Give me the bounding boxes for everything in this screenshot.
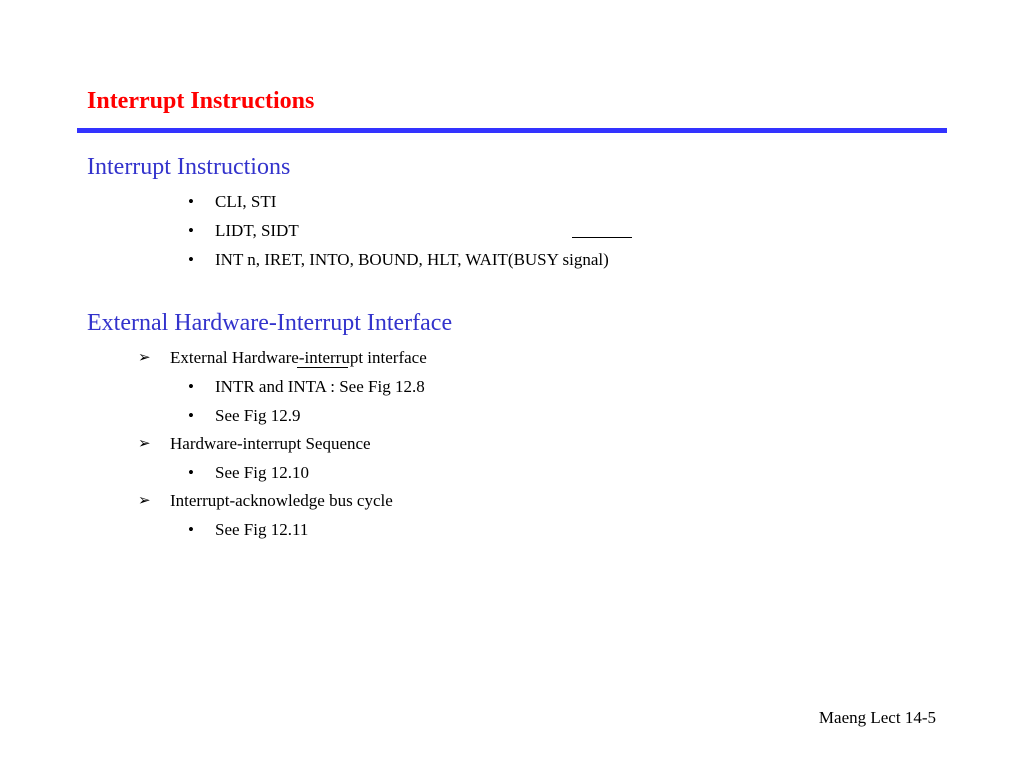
arrow-bullet-icon: ➢ — [138, 350, 151, 366]
list-item: LIDT, SIDT — [215, 221, 299, 240]
list-item: See Fig 12.11 — [215, 520, 309, 539]
bullet-dot-icon: • — [188, 520, 194, 539]
text-underline-mark — [297, 367, 348, 368]
list-item: See Fig 12.9 — [215, 406, 301, 425]
list-item: See Fig 12.10 — [215, 463, 309, 482]
bullet-dot-icon: • — [188, 377, 194, 396]
slide-title: Interrupt Instructions — [87, 88, 315, 114]
bullet-dot-icon: • — [188, 463, 194, 482]
list-item: Interrupt-acknowledge bus cycle — [170, 491, 393, 510]
list-item: External Hardware-interrupt interface — [170, 348, 427, 367]
section-heading-interrupt-instructions: Interrupt Instructions — [87, 154, 291, 180]
arrow-bullet-icon: ➢ — [138, 493, 151, 509]
section-heading-external-hardware: External Hardware-Interrupt Interface — [87, 310, 453, 336]
bullet-dot-icon: • — [188, 250, 194, 269]
busy-overbar-mark — [572, 237, 632, 238]
bullet-dot-icon: • — [188, 221, 194, 240]
bullet-dot-icon: • — [188, 192, 194, 211]
title-divider — [77, 128, 947, 133]
slide-footer: Maeng Lect 14-5 — [818, 708, 936, 727]
arrow-bullet-icon: ➢ — [138, 436, 151, 452]
list-item: CLI, STI — [215, 192, 277, 211]
bullet-dot-icon: • — [188, 406, 194, 425]
list-item: Hardware-interrupt Sequence — [170, 434, 371, 453]
list-item: INT n, IRET, INTO, BOUND, HLT, WAIT(BUSY signal) — [215, 250, 609, 269]
list-item: INTR and INTA : See Fig 12.8 — [215, 377, 425, 396]
